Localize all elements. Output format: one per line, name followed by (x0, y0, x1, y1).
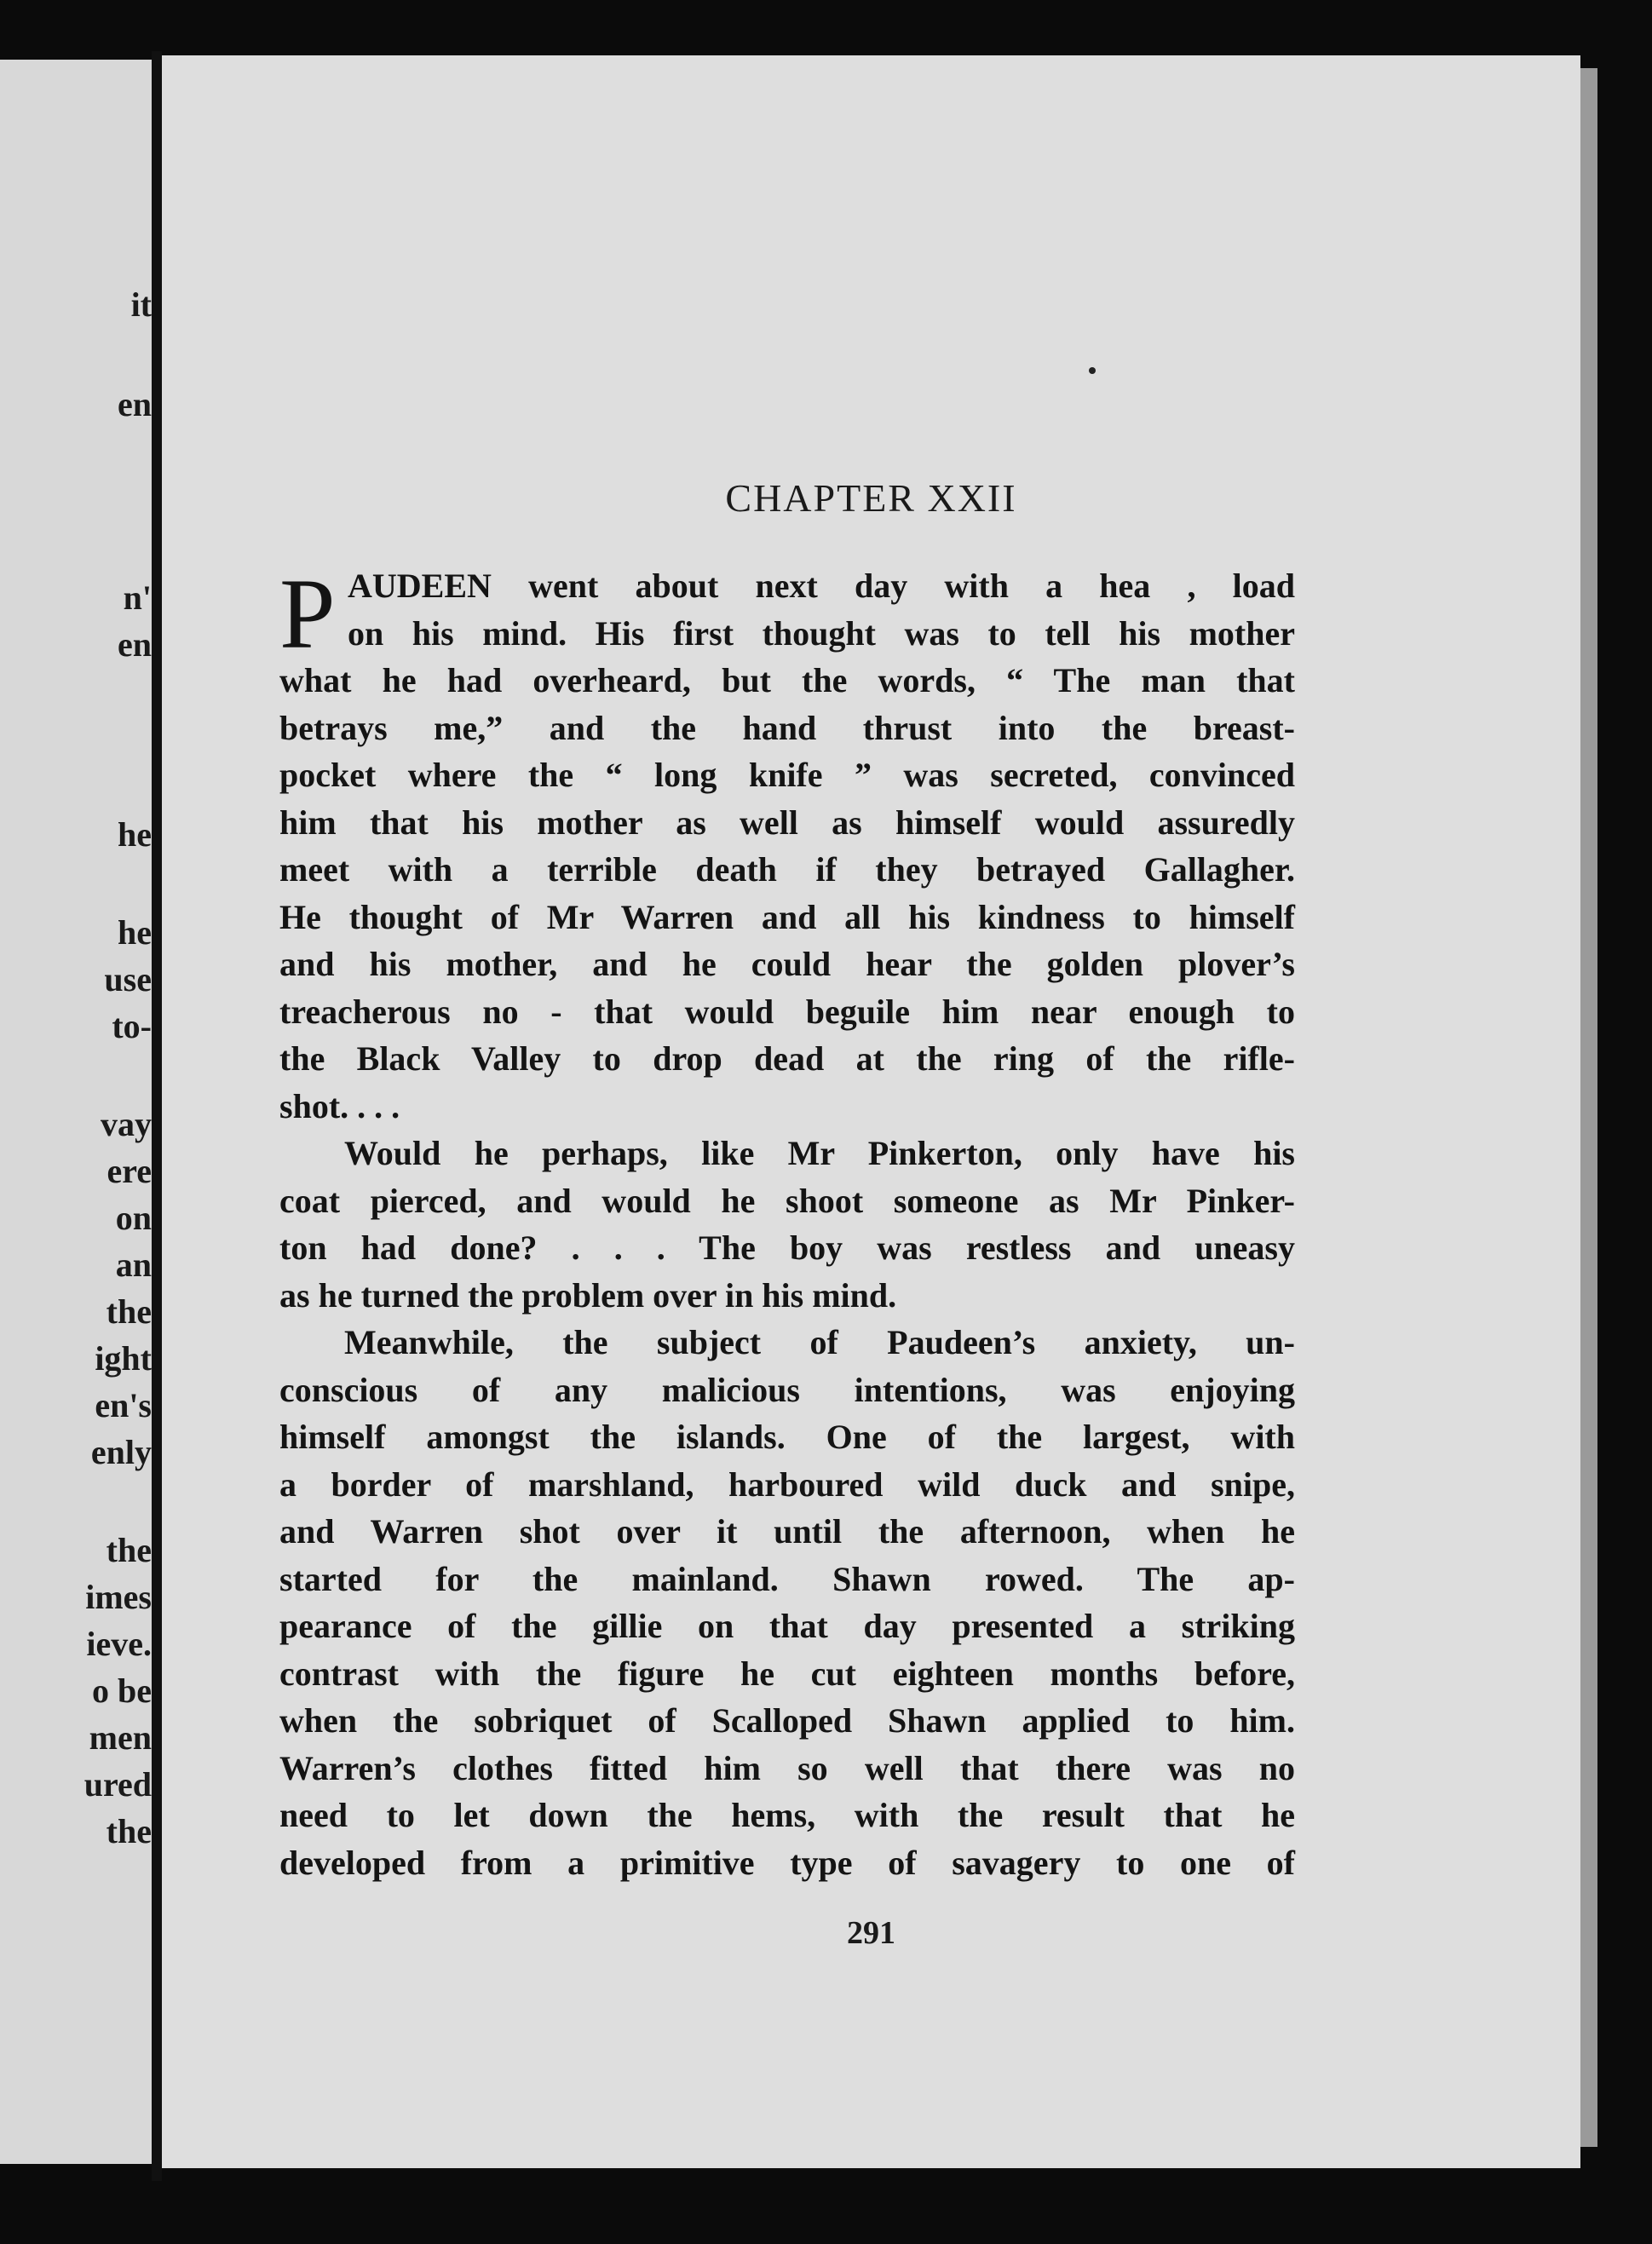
facing-fragment: enly (90, 1433, 152, 1471)
text-line: AUDEEN went about next day with a hea , load (348, 567, 1295, 605)
facing-fragment: the (106, 1812, 152, 1850)
facing-fragment: ere (106, 1152, 152, 1190)
facing-fragment: to- (112, 1007, 152, 1045)
text-line: betrays me,” and the hand thrust into the breast- (279, 708, 1295, 747)
text-line: coat pierced, and would he shoot someone as Mr Pinker- (279, 1181, 1295, 1220)
drop-cap: P (279, 558, 336, 670)
text-line: ton had done? . . . The boy was restless and uneasy (279, 1228, 1295, 1267)
page-number: 291 (847, 1915, 895, 1951)
text-line: pocket where the “ long knife ” was secreted, convinced (279, 756, 1295, 794)
text-line: contrast with the figure he cut eighteen months before, (279, 1654, 1295, 1693)
facing-fragment: ured (83, 1765, 152, 1804)
text-line: conscious of any malicious intentions, was enjoying (279, 1370, 1295, 1409)
facing-fragment: vay (101, 1105, 152, 1143)
facing-fragment: n' (123, 578, 152, 617)
facing-fragment: imes (85, 1578, 152, 1616)
text-line: Would he perhaps, like Mr Pinkerton, only have his (344, 1134, 1295, 1172)
facing-fragment: o be (92, 1671, 152, 1710)
body-text (279, 558, 1295, 1886)
text-line: meet with a terrible death if they betrayed Gallagher. (279, 850, 1295, 889)
facing-fragment: it (130, 285, 152, 324)
text-line: and his mother, and he could hear the golden plover’s (279, 945, 1295, 983)
text-line: He thought of Mr Warren and all his kindness to himself (279, 897, 1295, 936)
text-line: pearance of the gillie on that day presented a striking (279, 1607, 1295, 1645)
text-line: need to let down the hems, with the result that he (279, 1796, 1295, 1834)
facing-fragment: en's (95, 1386, 152, 1424)
text-line: a border of marshland, harboured wild duck and snipe, (279, 1464, 1295, 1504)
text-line: what he had overheard, but the words, “ The man that (279, 661, 1295, 699)
text-line: when the sobriquet of Scalloped Shawn applied to him. (279, 1701, 1295, 1740)
text-line: as he turned the problem over in his mind. (279, 1275, 897, 1315)
text-line: started for the mainland. Shawn rowed. The ap- (279, 1559, 1295, 1598)
text-line: shot. . . . (279, 1086, 400, 1125)
facing-fragment: en (118, 385, 152, 423)
facing-fragment: on (115, 1199, 152, 1237)
text-line: him that his mother as well as himself would assuredly (279, 803, 1295, 842)
facing-fragment: en (118, 625, 152, 664)
facing-fragment: ight (95, 1339, 152, 1378)
facing-fragment: use (104, 960, 152, 998)
page-edge (1580, 68, 1597, 2147)
facing-page (0, 60, 152, 2164)
text-line: on his mind. His first thought was to tell his mother (348, 613, 1295, 653)
text-line: developed from a primitive type of savagery to one of (279, 1843, 1295, 1882)
text-line: himself amongst the islands. One of the largest, with (279, 1418, 1295, 1456)
print-speck (1089, 367, 1096, 374)
text-line: and Warren shot over it until the afternoon, when he (279, 1512, 1295, 1551)
facing-fragment: he (118, 913, 152, 952)
facing-fragment: the (106, 1531, 152, 1569)
facing-fragment: the (106, 1292, 152, 1331)
text-line: Meanwhile, the subject of Paudeen’s anxiety, un- (344, 1323, 1295, 1361)
chapter-heading: CHAPTER XXII (725, 476, 1017, 520)
book-gutter (152, 51, 162, 2181)
text-line: the Black Valley to drop dead at the ring of the rifle- (279, 1039, 1295, 1078)
text-line: treacherous no - that would beguile him near enough to (279, 992, 1295, 1031)
facing-fragment: an (115, 1246, 152, 1284)
facing-fragment: men (89, 1718, 152, 1757)
facing-fragment: ieve. (86, 1625, 152, 1663)
facing-fragment: he (118, 815, 152, 854)
text-line: Warren’s clothes fitted him so well that there was no (279, 1748, 1295, 1787)
